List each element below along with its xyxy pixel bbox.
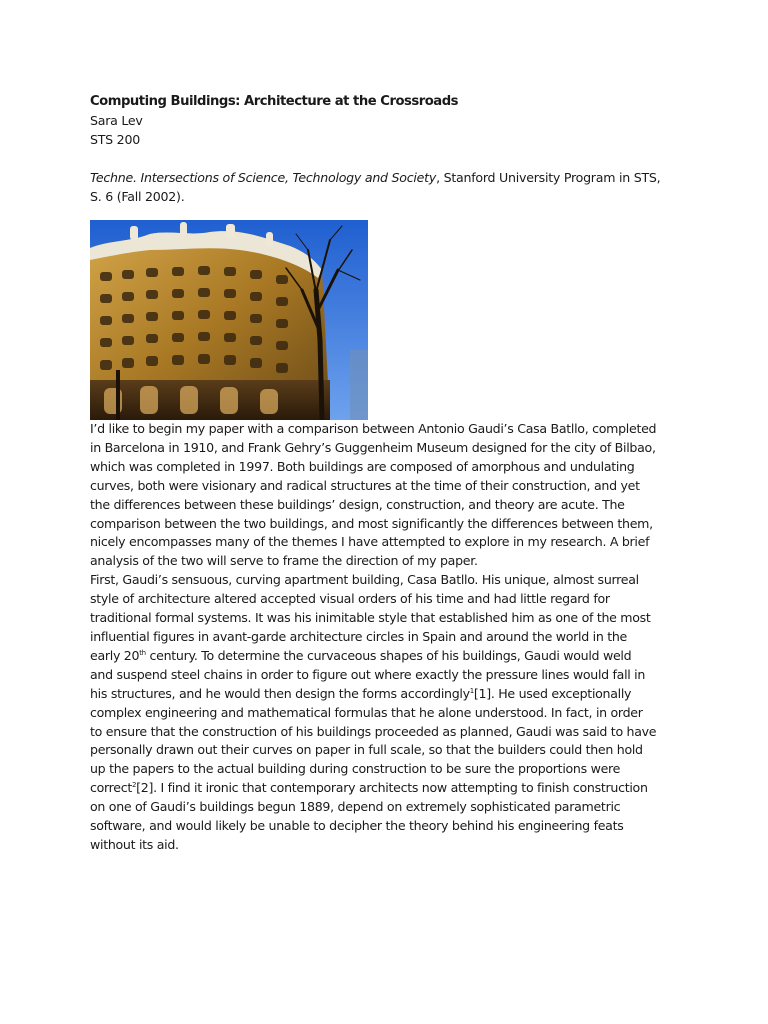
body-line-18: personally drawn out their curves on paper in full scale, so that the builders could then hold [90, 742, 643, 758]
text-run: his structures, and he would then design the forms accordingly [90, 685, 470, 701]
text-run: correct [90, 780, 132, 796]
footnote-marker[interactable]: 1 [469, 686, 474, 695]
citation-rest: , Stanford University Program in STS, [436, 170, 661, 185]
journal-title: Techne. Intersections of Science, Technology and Society [90, 170, 437, 185]
body-line-21: on one of Gaudi’s buildings begun 1889, depend on extremely sophisticated parametric [90, 799, 621, 815]
body-line-16: complex engineering and mathematical formulas that he alone understood. In fact, in order [90, 704, 643, 720]
body-line-12: influential figures in avant-garde architecture circles in Spain and around the world in the [90, 628, 627, 644]
body-line-11: traditional formal systems. It was his inimitable style that established him as one of the most [90, 610, 651, 626]
body-line-2: in Barcelona in 1910, and Frank Gehry’s Guggenheim Museum designed for the city of Bilbao, [90, 439, 656, 455]
body-line-20 [90, 779, 680, 798]
body-line-17: to ensure that the construction of his buildings proceeded as planned, Gaudi was said to have [90, 723, 657, 739]
body-line-23: without its aid. [90, 836, 179, 852]
body-line-10: style of architecture altered accepted visual orders of his time and had little regard for [90, 591, 610, 607]
document-page [90, 92, 680, 855]
course-code: STS 200 [90, 132, 140, 147]
body-line-9: First, Gaudi’s sensuous, curving apartment building, Casa Batllo. His unique, almost surreal [90, 572, 639, 588]
text-run: [1]. He used exceptionally [473, 685, 632, 701]
body-line-3: which was completed in 1997. Both buildings are composed of amorphous and undulating [90, 458, 635, 474]
body-line-8: analysis of the two will serve to frame the direction of my paper. [90, 553, 478, 569]
body-line-15 [90, 685, 680, 704]
body-line-19: up the papers to the actual building during construction to be sure the proportions were [90, 761, 621, 777]
document-title: Computing Buildings: Architecture at the Crossroads [90, 94, 458, 109]
body-line-5: the differences between these buildings’ design, construction, and theory are acute. The [90, 496, 625, 512]
body-line-7: nicely encompasses many of the themes I have attempted to explore in my research. A brief [90, 534, 650, 550]
citation-line-2: S. 6 (Fall 2002). [90, 189, 185, 204]
body-line-1: I’d like to begin my paper with a comparison between Antonio Gaudi’s Casa Batllo, completed [90, 421, 657, 436]
text-run: [2]. I find it ironic that contemporary architects now attempting to finish construction [136, 780, 648, 796]
text-run: century. To determine the curvaceous shapes of his buildings, Gaudi would weld [145, 647, 632, 663]
author-name: Sara Lev [90, 113, 143, 128]
body-line-4: curves, both were visionary and radical structures at the time of their construction, and yet [90, 477, 640, 493]
body-line-13 [90, 647, 680, 666]
body-line-22: software, and would likely be unable to decipher the theory behind his engineering feats [90, 818, 624, 834]
body-paragraphs [90, 420, 680, 855]
footnote-marker[interactable]: 2 [132, 781, 137, 790]
citation-line-1 [90, 168, 680, 187]
body-line-6: comparison between the two buildings, and most significantly the differences between them, [90, 515, 653, 531]
body-line-14: and suspend steel chains in order to figure out where exactly the pressure lines would fall in [90, 666, 646, 682]
casa-building-photo [90, 220, 368, 420]
superscript: th [139, 648, 146, 657]
blank-line [90, 149, 680, 168]
text-run: early 20 [90, 647, 140, 663]
